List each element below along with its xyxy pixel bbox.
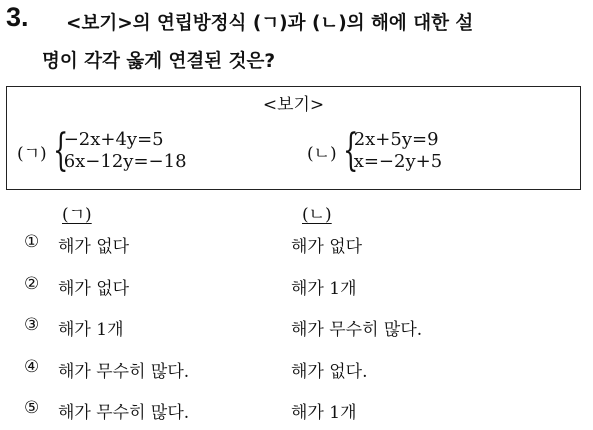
question-text-line2: 명이 각각 옳게 연결된 것은? — [42, 51, 276, 72]
answer-option-3[interactable] — [24, 315, 584, 345]
option-answer-a: 해가 없다 — [58, 279, 130, 299]
option-answer-a: 해가 없다 — [58, 237, 130, 257]
option-number: ② — [24, 274, 40, 294]
question-text-line1: <보기>의 연립방정식 (ㄱ)과 (ㄴ)의 해에 대한 설 — [66, 13, 474, 34]
option-answer-b: 해가 없다 — [291, 237, 363, 257]
system-b-equation-1: 2x+5y=9 — [353, 129, 439, 150]
option-number: ④ — [24, 357, 40, 377]
left-brace-icon: { — [52, 125, 69, 176]
system-b-label: (ㄴ) — [307, 143, 337, 164]
option-answer-b: 해가 무수히 많다. — [291, 320, 423, 340]
option-number: ① — [24, 232, 40, 252]
option-number: ③ — [24, 315, 40, 335]
answer-option-1[interactable] — [24, 232, 584, 262]
system-b-equation-2: x=−2y+5 — [353, 151, 443, 172]
option-answer-b: 해가 1개 — [291, 279, 357, 299]
answer-option-4[interactable] — [24, 357, 584, 387]
question-number: 3. — [6, 2, 29, 32]
option-number: ⑤ — [24, 398, 40, 418]
system-a-equation-1: −2x+4y=5 — [63, 129, 164, 150]
column-header-b: (ㄴ) — [302, 205, 332, 225]
left-brace-icon: { — [342, 125, 359, 176]
answer-option-2[interactable] — [24, 274, 584, 304]
system-a-equation-2: 6x−12y=−18 — [63, 151, 187, 172]
answer-option-5[interactable] — [24, 398, 584, 428]
system-b-equations — [354, 129, 442, 173]
equation-system-a — [17, 125, 187, 176]
system-a-label: (ㄱ) — [17, 143, 47, 164]
option-answer-a: 해가 무수히 많다. — [58, 403, 190, 423]
column-header-a: (ㄱ) — [62, 205, 92, 225]
bogi-box — [6, 86, 581, 190]
option-answer-b: 해가 1개 — [291, 403, 357, 423]
equation-system-b — [307, 125, 443, 176]
system-a-equations — [64, 129, 187, 173]
option-answer-a: 해가 1개 — [58, 320, 124, 340]
bogi-title: <보기> — [262, 95, 325, 115]
option-answer-a: 해가 무수히 많다. — [58, 362, 190, 382]
option-answer-b: 해가 없다. — [291, 362, 368, 382]
